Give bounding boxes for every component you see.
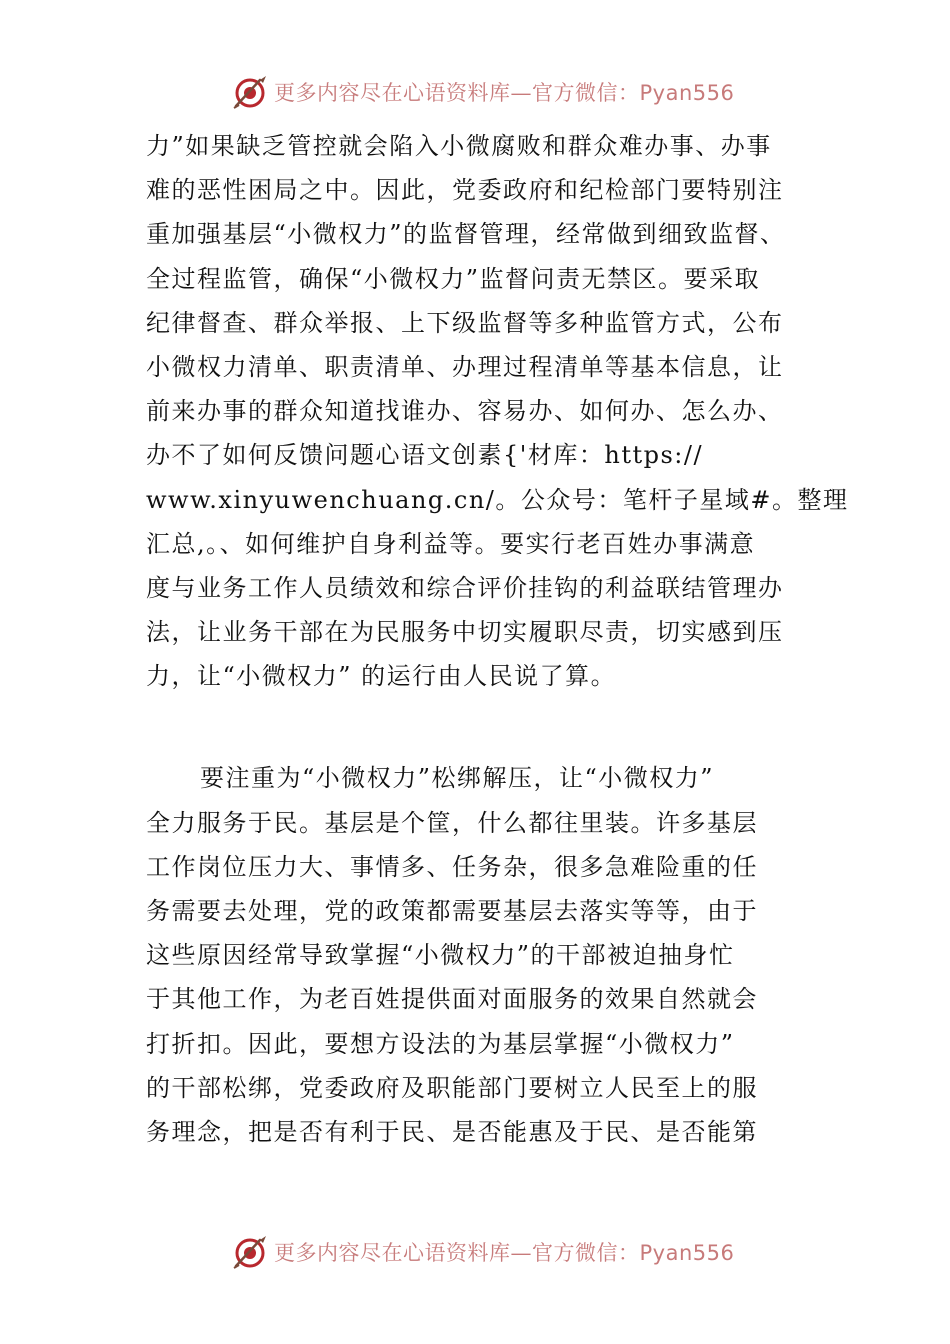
paragraph-gap — [146, 698, 836, 756]
footer-banner-text: 更多内容尽在心语资料库—官方微信：Pyan556 — [274, 1241, 735, 1265]
footer-banner — [230, 1232, 750, 1272]
text-line: 难的恶性困局之中。因此，党委政府和纪检部门要特别注 — [146, 176, 784, 205]
text-line: 办不了如何反馈问题心语文创素{'材库：https:// — [146, 441, 704, 470]
document-body — [146, 124, 849, 1154]
text-line: 法，让业务干部在为民服务中切实履职尽责，切实感到压 — [146, 618, 784, 647]
text-line: 这些原因经常导致掌握“小微权力”的干部被迫抽身忙 — [146, 941, 735, 970]
paragraph-1 — [146, 124, 849, 698]
text-line: 前来办事的群众知道找谁办、容易办、如何办、怎么办、 — [146, 397, 784, 426]
text-line: 全过程监管，确保“小微权力”监督问责无禁区。要采取 — [146, 264, 761, 293]
text-line: 纪律督查、群众举报、上下级监督等多种监管方式，公布 — [146, 308, 784, 337]
brand-logo-icon — [230, 1232, 270, 1272]
text-line: 打折扣。因此，要想方设法的为基层掌握“小微权力” — [146, 1029, 735, 1058]
text-line: 要注重为“小微权力”松绑解压，让“小微权力” — [200, 764, 715, 793]
text-line: www.xinyuwenchuang.cn/。公众号：笔杆子星域#。整理 — [146, 485, 849, 514]
text-line: 务需要去处理，党的政策都需要基层去落实等等，由于 — [146, 897, 758, 925]
paragraph-2 — [146, 756, 836, 1154]
text-line: 重加强基层“小微权力”的监督管理，经常做到细致监督、 — [146, 220, 786, 249]
header-wechat-id: Pyan556 — [639, 81, 735, 105]
text-line: 力，让“小微权力” 的运行由人民说了算。 — [146, 662, 617, 691]
text-line: 度与业务工作人员绩效和综合评价挂钩的利益联结管理办 — [146, 573, 784, 602]
text-line: 工作岗位压力大、事情多、任务杂，很多急难险重的任 — [146, 852, 758, 881]
header-banner-text: 更多内容尽在心语资料库—官方微信：Pyan556 — [274, 81, 735, 105]
brand-logo-icon — [230, 72, 270, 112]
text-line: 于其他工作，为老百姓提供面对面服务的效果自然就会 — [146, 985, 758, 1014]
text-line: 务理念，把是否有利于民、是否能惠及于民、是否能第 — [146, 1117, 758, 1146]
text-line: 小微权力清单、职责清单、办理过程清单等基本信息，让 — [146, 352, 784, 381]
text-line: 全力服务于民。基层是个筐，什么都往里装。许多基层 — [146, 808, 758, 837]
text-line: 汇总,。、如何维护自身利益等。要实行老百姓办事满意 — [146, 529, 756, 558]
footer-wechat-id: Pyan556 — [639, 1241, 735, 1265]
text-line: 力”如果缺乏管控就会陷入小微腐败和群众难办事、办事 — [146, 132, 772, 160]
text-line: 的干部松绑，党委政府及职能部门要树立人民至上的服 — [146, 1073, 758, 1102]
header-banner — [230, 72, 750, 112]
